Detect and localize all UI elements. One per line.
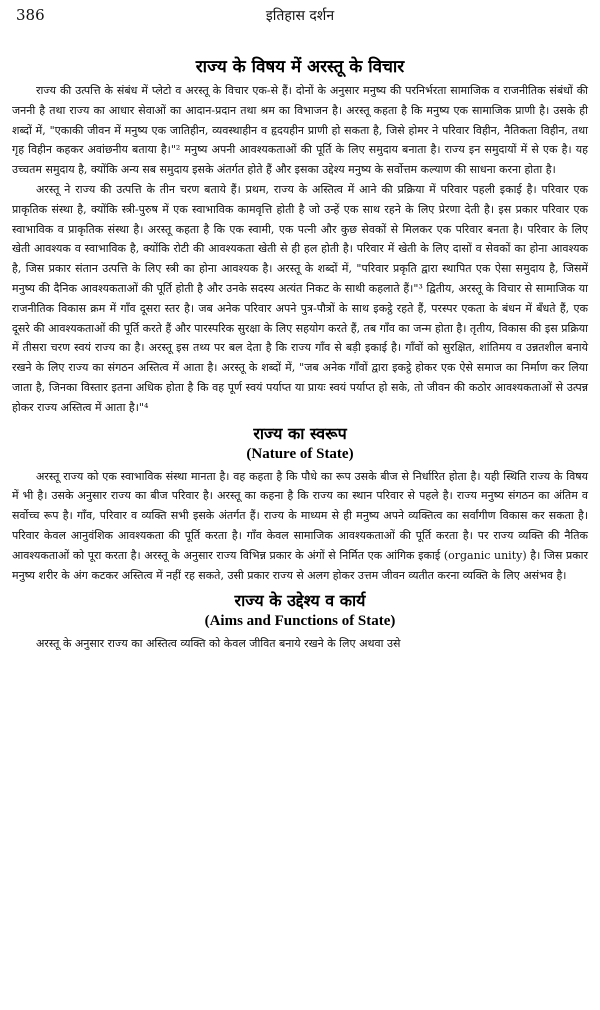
section-heading-aristotle-views: राज्य के विषय में अरस्तू के विचार xyxy=(195,57,405,77)
section-heading-nature-of-state: राज्य का स्वरूप xyxy=(253,423,347,443)
running-title: इतिहास दर्शन xyxy=(265,8,335,24)
page-header xyxy=(6,0,594,24)
section-heading-aims-functions: राज्य के उद्देश्य व कार्य xyxy=(234,591,366,611)
page-number: 386 xyxy=(16,6,45,24)
paragraph: अरस्तू राज्य को एक स्वाभाविक संस्था मानता है। वह कहता है कि पौधे का रूप उसके बीज से निर्धारित होता है। यही स्थिति राज्य के विषय में भी है। उसके अनुसार राज्य का बीज परिवार है। अरस्तू का कहना है कि राज्य का स्थान परिवार से पहले है। राज्य मनुष्य संगठन का अंतिम व सर्वोच्च रूप है। गाँव, परिवार व व्यक्ति सभी इसके अंतर्गत हैं। राज्य के माध्यम से ही मनुष्य अपने व्यक्तित्व का सर्वांगीण विकास कर सकता है। परिवार केवल आनुवंशिक आवश्यकता की पूर्ति करता है। गाँव केवल सामाजिक आवश्यकताओं की पूर्ति करता है। पर राज्य व्यक्ति की नैतिक आवश्यकताओं को पूरा करता है। अरस्तू के अनुसार राज्य विभिन्न प्रकार के अंगों से निर्मित एक आंगिक इकाई (organic unity) है। जिस प्रकार मनुष्य शरीर के अंग कटकर अस्तित्व में नहीं रह सकते, उसी प्रकार राज्य से अलग होकर उत्तम जीवन व्यतीत करना व्यक्ति के लिए असंभव है। xyxy=(12,469,588,582)
paragraph: राज्य की उत्पत्ति के संबंध में प्लेटो व अरस्तू के विचार एक-से हैं। दोनों के अनुसार मनुष्य की परनिर्भरता सामाजिक व राजनीतिक संबंधों की जननी है तथा राज्य का आधार सेवाओं का आदान-प्रदान तथा श्रम का विभाजन है। अरस्तू कहता है कि मनुष्य एक सामाजिक प्राणी है। उसके ही शब्दों में, "एकाकी जीवन में मनुष्य एक जातिहीन, व्यवस्थाहीन व हृदयहीन प्राणी हो सकता है, जिसे होमर ने परिवार विहीन, नैतिकता विहीन, तथा गृह विहीन कहकर अवांछनीय बताया है।"² मनुष्य अपनी आवश्यकताओं की पूर्ति के लिए समुदाय बनाता है। राज्य इन समुदायों में से एक है। यह उच्चतम समुदाय है, क्योंकि अन्य सब समुदाय इसके अंतर्गत होते हैं और इसका उद्देश्य मनुष्य के सर्वोत्तम कल्याण की साधना करना होता है। xyxy=(12,84,588,177)
paragraph: अरस्तू के अनुसार राज्य का अस्तित्व व्यक्ति को केवल जीवित बनाये रखने के लिए अथवा उसे xyxy=(36,637,401,651)
paragraph: अरस्तू ने राज्य की उत्पत्ति के तीन चरण बताये हैं। प्रथम, राज्य के अस्तित्व में आने की प्रक्रिया में परिवार पहली इकाई है। परिवार एक प्राकृतिक संस्था है, क्योंकि स्त्री-पुरुष में एक स्वाभाविक कामवृत्ति होती है जो उन्हें एक साथ रहने के लिए प्रेरणा देती है। इस प्रकार परिवार एक स्वाभाविक व प्राकृतिक संस्था है। अरस्तू कहता है कि एक स्वामी, एक पत्नी और कुछ सेवकों से मिलकर एक परिवार बनता है। परिवार के लिए खेती आवश्यक व स्वाभाविक है, क्योंकि रोटी की आवश्यकता खेती से ही हल होती है। परिवार में खेती के लिए दासों व सेवकों का होना आवश्यक है, जिस प्रकार संतान उत्पत्ति के लिए स्त्री का होना आवश्यक है। अरस्तू के शब्दों में, "परिवार प्रकृति द्वारा स्थापित एक ऐसा समुदाय है, जिसमें मनुष्य की दैनिक आवश्यकताओं की पूर्ति होती है और उनके सदस्य अत्यंत निकट के साथी कहलाते हैं।"³ द्वितीय, अरस्तू के विचार से सामाजिक या राजनीतिक विकास क्रम में गाँव दूसरा स्तर है। जब अनेक परिवार अपने पुत्र-पौत्रों के साथ इकट्ठे रहते हैं, परस्पर एकता के बंधन में बँधते हैं, एक दूसरे की आवश्यकताओं की पूर्ति करते हैं और पारस्परिक सुरक्षा के लिए सहयोग करते हैं, तब गाँव का जन्म होता है। तृतीय, विकास की इस प्रक्रिया में तीसरा चरण स्वयं राज्य का है। अरस्तू इस तथ्य पर बल देता है कि राज्य गाँव से बड़ी इकाई है। गाँवों को सुरक्षित, शांतिमय व उन्नतशील बनाये रखने के लिए राज्य का संगठन अस्तित्व में आता है। अरस्तू के शब्दों में, "जब अनेक गाँवों द्वारा इकट्ठे होकर एक ऐसे समाज का निर्माण कर लिया जाता है, जिनका विस्तार इतना अधिक होता है कि वह पूर्ण स्वयं पर्याप्त या प्रायः स्वयं पर्याप्त हो सके, तो जीवन की कठोर आवश्यकताओं से उत्पन्न होकर राज्य अस्तित्व में आता है।"⁴ xyxy=(12,182,588,414)
section-subheading-nature-of-state: (Nature of State) xyxy=(246,445,354,462)
section-subheading-aims-functions: (Aims and Functions of State) xyxy=(204,613,396,630)
